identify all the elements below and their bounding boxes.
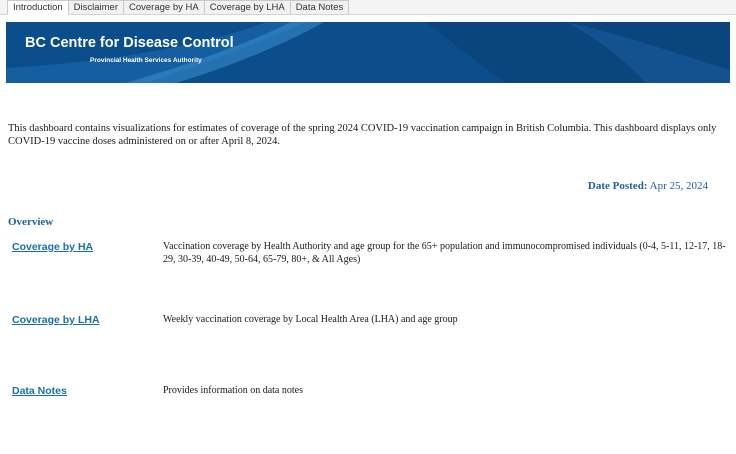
coverage-by-lha-link[interactable]: Coverage by LHA xyxy=(12,314,100,326)
coverage-by-lha-description: Weekly vaccination coverage by Local Health Area (LHA) and age group xyxy=(163,314,458,325)
banner-title: BC Centre for Disease Control xyxy=(25,35,234,51)
date-posted-value: Apr 25, 2024 xyxy=(649,180,708,192)
banner-swoosh-graphic xyxy=(6,22,730,83)
tab-data-notes[interactable]: Data Notes xyxy=(291,0,350,14)
tab-bar xyxy=(0,0,736,15)
tab-disclaimer[interactable]: Disclaimer xyxy=(69,0,124,14)
coverage-by-ha-description: Vaccination coverage by Health Authority and age group for the 65+ population and immunocompromised individuals (0-4, 5-11, 12-17, 18-29, 30-39, 40-49, 50-64, 65-79, 80+, & All Ages) xyxy=(163,241,726,265)
date-posted xyxy=(588,180,708,192)
banner-subtitle: Provincial Health Services Authority xyxy=(90,57,202,64)
tab-coverage-by-ha[interactable]: Coverage by HA xyxy=(124,0,205,14)
date-posted-label: Date Posted: xyxy=(587,180,648,192)
tab-introduction[interactable]: Introduction xyxy=(7,0,69,15)
bccdc-banner xyxy=(6,22,730,83)
coverage-by-ha-link[interactable]: Coverage by HA xyxy=(12,241,94,253)
tab-coverage-by-lha[interactable]: Coverage by LHA xyxy=(205,0,291,14)
overview-heading: Overview xyxy=(8,216,54,228)
data-notes-link[interactable]: Data Notes xyxy=(12,385,67,397)
data-notes-description: Provides information on data notes xyxy=(163,385,303,396)
intro-text: This dashboard contains visualizations for estimates of coverage of the spring 2024 COVID-19 vaccination campaign in British Columbia. This dashboard displays only COVID-19 vaccine doses administered on or after April 8, 2024. xyxy=(8,123,717,147)
